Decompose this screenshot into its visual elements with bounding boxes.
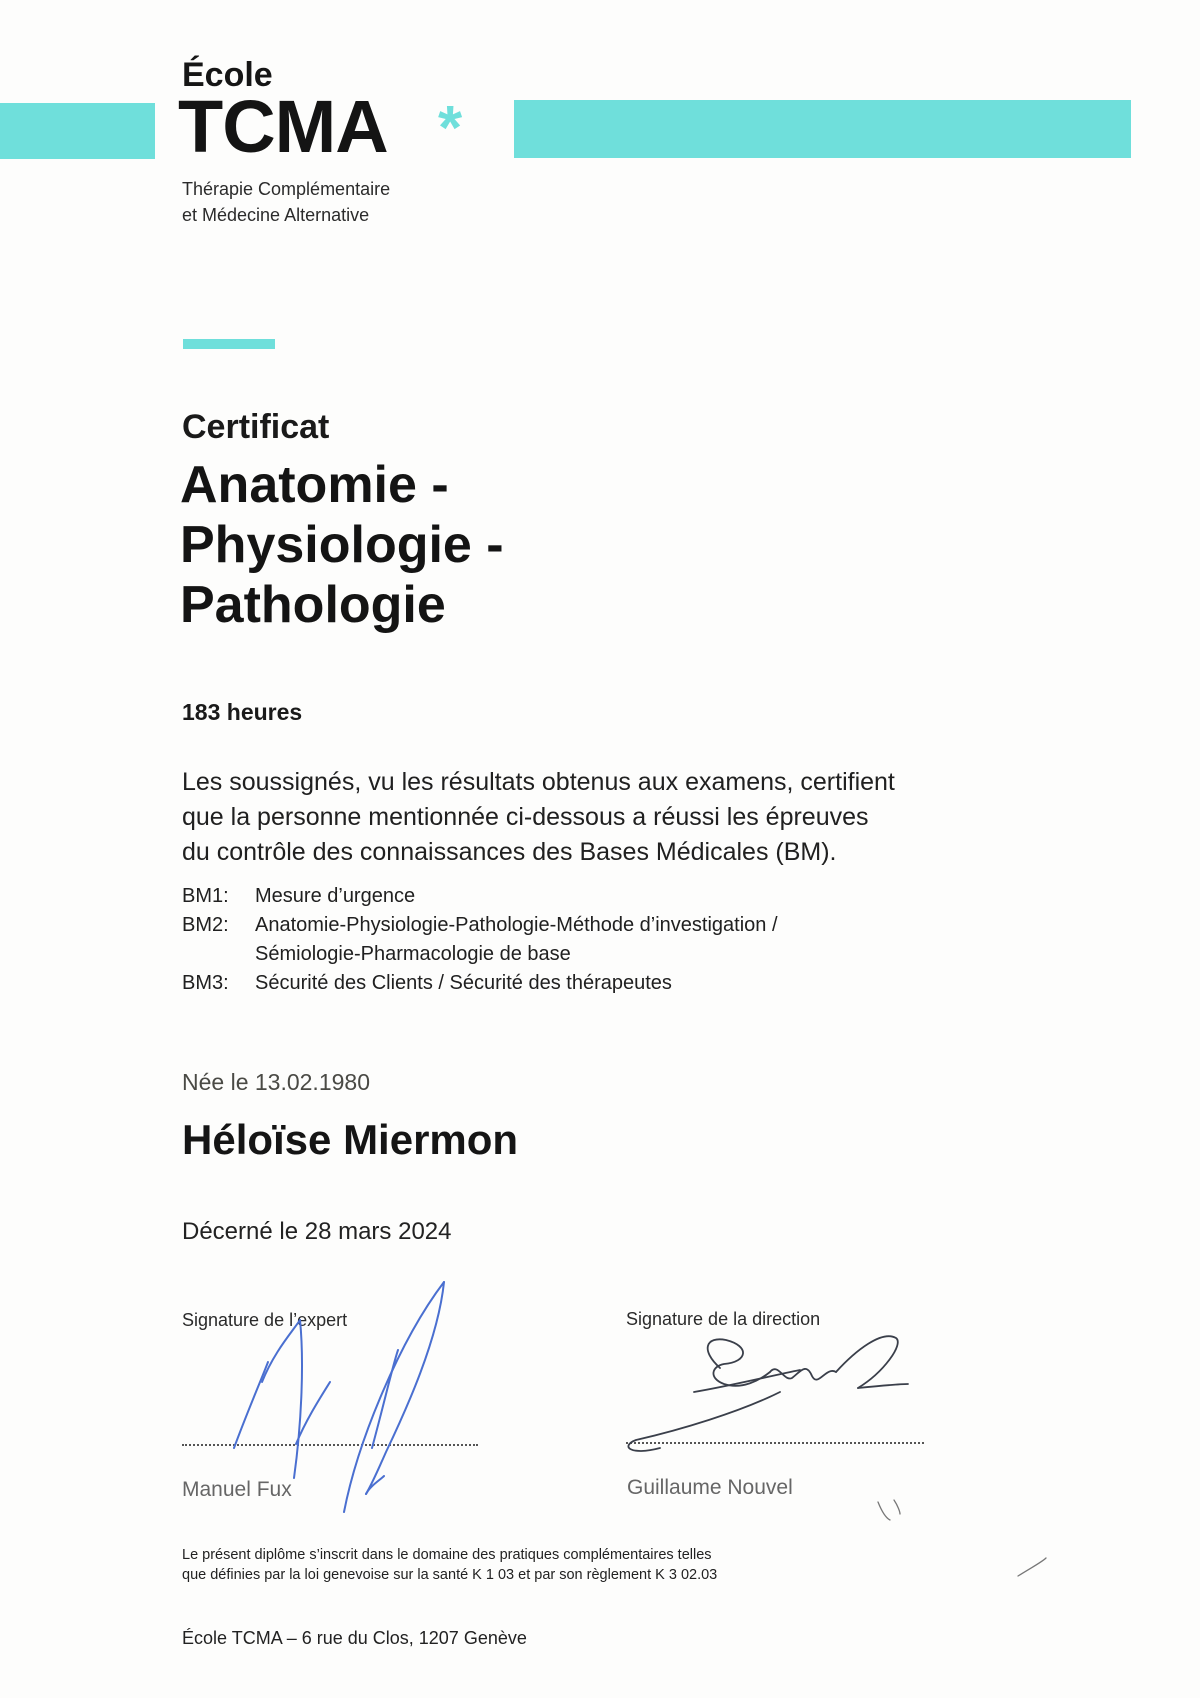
awarded-date: Décerné le 28 mars 2024	[182, 1218, 452, 1245]
module-code: BM3:	[182, 972, 229, 994]
birth-date: Née le 13.02.1980	[182, 1069, 370, 1095]
legal-line2: que définies par la loi genevoise sur la santé K 1 03 et par son règlement K 3 02.03	[182, 1567, 718, 1583]
direction-name: Guillaume Nouvel	[627, 1476, 793, 1499]
certificate-title-line1: Anatomie -	[180, 456, 449, 514]
certificate-label: Certificat	[182, 408, 330, 446]
intro-line2: que la personne mentionnée ci-dessous a réussi les épreuves	[182, 803, 869, 831]
logo-tcma-text: TCMA	[178, 85, 388, 168]
footer-address: École TCMA – 6 rue du Clos, 1207 Genève	[182, 1628, 527, 1648]
module-code: BM1:	[182, 885, 229, 907]
module-text: Mesure d’urgence	[255, 885, 416, 907]
hours-text: 183 heures	[182, 699, 303, 725]
logo-subtitle-line1: Thérapie Complémentaire	[182, 179, 391, 199]
intro-line3: du contrôle des connaissances des Bases Médicales (BM).	[182, 838, 837, 866]
logo-asterisk-icon: *	[438, 94, 463, 163]
module-text: Sécurité des Clients / Sécurité des thérapeutes	[255, 972, 672, 994]
recipient-name: Héloïse Miermon	[182, 1116, 519, 1163]
certificate-title-line3: Pathologie	[180, 576, 446, 634]
legal-line1: Le présent diplôme s’inscrit dans le domaine des pratiques complémentaires telles	[182, 1547, 712, 1563]
module-code: BM2:	[182, 914, 229, 936]
module-text-line2: Sémiologie-Pharmacologie de base	[255, 943, 571, 965]
intro-line1: Les soussignés, vu les résultats obtenus aux examens, certifient	[182, 768, 895, 796]
logo-subtitle-line2: et Médecine Alternative	[182, 205, 370, 225]
expert-signature-label: Signature de l’expert	[182, 1310, 348, 1330]
module-text-line1: Anatomie-Physiologie-Pathologie-Méthode d’investigation /	[255, 914, 778, 936]
logo-ecole-text: École	[182, 56, 273, 94]
legal-notice	[182, 1545, 717, 1585]
certificate-title-line2: Physiologie -	[180, 516, 504, 574]
expert-name: Manuel Fux	[182, 1478, 292, 1501]
direction-signature-label: Signature de la direction	[626, 1309, 821, 1329]
